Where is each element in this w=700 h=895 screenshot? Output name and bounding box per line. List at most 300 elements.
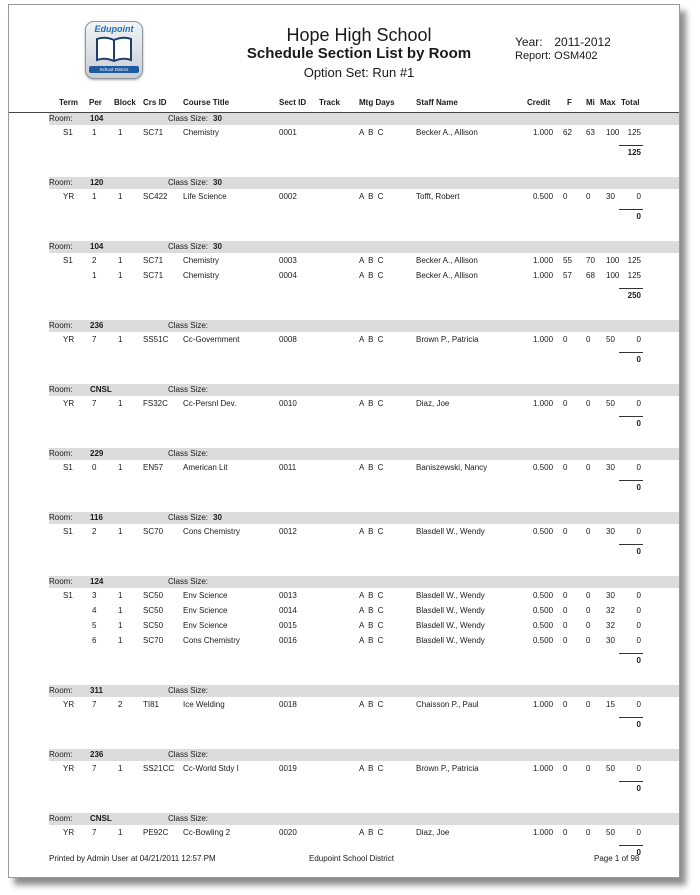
cell-staff-name: Becker A., Allison xyxy=(416,128,478,137)
cell-f: 55 xyxy=(563,256,572,265)
room-number: 311 xyxy=(90,686,103,695)
room-number: 229 xyxy=(90,449,104,458)
table-row xyxy=(9,126,679,140)
column-header-row xyxy=(9,98,679,113)
cell-total: 0 xyxy=(636,700,641,709)
cell-max: 30 xyxy=(606,591,615,600)
year-line xyxy=(515,35,611,49)
room-header xyxy=(49,384,679,396)
room-subtotal: 0 xyxy=(636,419,641,428)
logo-wordmark: Edupoint xyxy=(94,24,134,34)
cell-block: 1 xyxy=(118,271,123,280)
room-subtotal: 0 xyxy=(636,848,641,857)
cell-staff-name: Becker A., Allison xyxy=(416,271,478,280)
cell-mtg-days: A B C xyxy=(359,700,385,709)
cell-f: 0 xyxy=(563,527,568,536)
table-row xyxy=(9,254,679,268)
room-subtotal: 0 xyxy=(636,483,641,492)
cell-mtg-days: A B C xyxy=(359,271,385,280)
cell-block: 2 xyxy=(118,700,123,709)
table-row xyxy=(9,190,679,204)
col-max: Max xyxy=(600,98,616,107)
cell-mi: 70 xyxy=(586,256,595,265)
cell-sect-id: 0013 xyxy=(279,591,297,600)
cell-f: 0 xyxy=(563,399,568,408)
cell-credit: 1.000 xyxy=(533,335,554,344)
cell-staff-name: Baniszewski, Nancy xyxy=(416,463,488,472)
room-label: Room: xyxy=(49,114,73,123)
cell-block: 1 xyxy=(118,764,123,773)
cell-term: S1 xyxy=(63,128,73,137)
subtotal-rule xyxy=(619,781,643,782)
logo-subtitle: School District xyxy=(89,66,139,73)
cell-sect-id: 0018 xyxy=(279,700,297,709)
cell-term: S1 xyxy=(63,463,73,472)
cell-course-title: Env Science xyxy=(183,621,228,630)
report-line xyxy=(515,50,598,62)
room-number: 104 xyxy=(90,114,104,123)
cell-course-title: Chemistry xyxy=(183,256,220,265)
cell-course-title: Chemistry xyxy=(183,271,220,280)
cell-max: 50 xyxy=(606,828,615,837)
cell-total: 0 xyxy=(636,828,641,837)
district-name: Edupoint School District xyxy=(309,854,394,863)
subtotal-rule xyxy=(619,480,643,481)
cell-staff-name: Tofft, Robert xyxy=(416,192,460,201)
room-subtotal: 0 xyxy=(636,547,641,556)
cell-mi: 0 xyxy=(586,463,591,472)
class-size-label: Class Size: xyxy=(168,321,209,330)
cell-sect-id: 0002 xyxy=(279,192,297,201)
table-row xyxy=(9,619,679,633)
cell-mi: 0 xyxy=(586,192,591,201)
room-label: Room: xyxy=(49,513,73,522)
class-size-value: 30 xyxy=(213,178,222,187)
cell-crs-id: EN57 xyxy=(143,463,164,472)
cell-total: 0 xyxy=(636,399,641,408)
cell-sect-id: 0012 xyxy=(279,527,297,536)
cell-mtg-days: A B C xyxy=(359,764,385,773)
cell-credit: 0.500 xyxy=(533,591,554,600)
cell-term: S1 xyxy=(63,527,73,536)
cell-term: YR xyxy=(63,399,75,408)
room-header xyxy=(49,113,679,125)
table-row xyxy=(9,397,679,411)
cell-block: 1 xyxy=(118,463,123,472)
room-label: Room: xyxy=(49,577,73,586)
cell-sect-id: 0010 xyxy=(279,399,297,408)
cell-mtg-days: A B C xyxy=(359,463,385,472)
report-code: OSM402 xyxy=(554,50,598,62)
cell-max: 15 xyxy=(606,700,615,709)
cell-staff-name: Brown P., Patricia xyxy=(416,764,479,773)
cell-crs-id: SC70 xyxy=(143,527,164,536)
room-subtotal: 0 xyxy=(636,212,641,221)
cell-staff-name: Blasdell W., Wendy xyxy=(416,636,485,645)
cell-course-title: American Lit xyxy=(183,463,228,472)
cell-f: 0 xyxy=(563,606,568,615)
cell-course-title: Cc-Persnl Dev. xyxy=(183,399,237,408)
cell-total: 125 xyxy=(627,256,641,265)
cell-block: 1 xyxy=(118,399,123,408)
room-number: 124 xyxy=(90,577,104,586)
class-size-value: 30 xyxy=(213,513,222,522)
cell-block: 1 xyxy=(118,335,123,344)
cell-credit: 1.000 xyxy=(533,700,554,709)
cell-mtg-days: A B C xyxy=(359,621,385,630)
table-row xyxy=(9,826,679,840)
cell-mi: 0 xyxy=(586,591,591,600)
cell-crs-id: SS51C xyxy=(143,335,169,344)
class-size-label: Class Size: xyxy=(168,385,209,394)
report-page xyxy=(8,4,680,878)
cell-credit: 1.000 xyxy=(533,271,554,280)
room-number: CNSL xyxy=(90,814,112,823)
cell-course-title: Cc-Bowling 2 xyxy=(183,828,231,837)
room-header xyxy=(49,512,679,524)
cell-f: 0 xyxy=(563,764,568,773)
cell-per: 1 xyxy=(92,271,97,280)
cell-mtg-days: A B C xyxy=(359,192,385,201)
cell-max: 100 xyxy=(606,271,620,280)
cell-crs-id: SS21CC xyxy=(143,764,175,773)
cell-crs-id: SC70 xyxy=(143,636,164,645)
class-size-label: Class Size: xyxy=(168,814,209,823)
room-label: Room: xyxy=(49,449,73,458)
room-label: Room: xyxy=(49,750,73,759)
room-label: Room: xyxy=(49,814,73,823)
cell-mi: 0 xyxy=(586,335,591,344)
room-number: 120 xyxy=(90,178,104,187)
cell-course-title: Env Science xyxy=(183,591,228,600)
class-size-label: Class Size: xyxy=(168,449,209,458)
subtotal-rule xyxy=(619,288,643,289)
cell-course-title: Life Science xyxy=(183,192,227,201)
table-row xyxy=(9,698,679,712)
cell-crs-id: TI81 xyxy=(143,700,160,709)
cell-staff-name: Brown P., Patricia xyxy=(416,335,479,344)
cell-block: 1 xyxy=(118,606,123,615)
cell-mtg-days: A B C xyxy=(359,256,385,265)
cell-course-title: Cons Chemistry xyxy=(183,636,240,645)
cell-crs-id: PE92C xyxy=(143,828,169,837)
cell-mi: 0 xyxy=(586,700,591,709)
room-label: Room: xyxy=(49,242,73,251)
cell-crs-id: SC71 xyxy=(143,256,164,265)
cell-mtg-days: A B C xyxy=(359,828,385,837)
cell-sect-id: 0001 xyxy=(279,128,297,137)
cell-max: 30 xyxy=(606,192,615,201)
room-subtotal: 0 xyxy=(636,720,641,729)
cell-max: 50 xyxy=(606,399,615,408)
room-number: 236 xyxy=(90,750,104,759)
col-credit: Credit xyxy=(527,98,551,107)
cell-sect-id: 0008 xyxy=(279,335,297,344)
class-size-label: Class Size: xyxy=(168,513,209,522)
room-label: Room: xyxy=(49,385,73,394)
col-course-title: Course Title xyxy=(183,98,230,107)
cell-term: YR xyxy=(63,700,75,709)
cell-block: 1 xyxy=(118,636,123,645)
subtotal-rule xyxy=(619,845,643,846)
cell-per: 2 xyxy=(92,256,97,265)
col-sect-id: Sect ID xyxy=(279,98,307,107)
cell-crs-id: SC50 xyxy=(143,606,164,615)
room-header xyxy=(49,241,679,253)
col-track: Track xyxy=(319,98,340,107)
cell-total: 0 xyxy=(636,591,641,600)
option-set: Option Set: Run #1 xyxy=(303,65,415,80)
book-icon xyxy=(95,35,133,63)
subtotal-rule xyxy=(619,544,643,545)
cell-block: 1 xyxy=(118,621,123,630)
cell-crs-id: SC71 xyxy=(143,128,164,137)
cell-staff-name: Blasdell W., Wendy xyxy=(416,606,485,615)
cell-per: 2 xyxy=(92,527,97,536)
room-label: Room: xyxy=(49,321,73,330)
col-per: Per xyxy=(89,98,102,107)
cell-sect-id: 0015 xyxy=(279,621,297,630)
cell-max: 100 xyxy=(606,256,620,265)
subtotal-rule xyxy=(619,352,643,353)
table-row xyxy=(9,604,679,618)
cell-total: 0 xyxy=(636,192,641,201)
cell-credit: 0.500 xyxy=(533,606,554,615)
class-size-value: 30 xyxy=(213,242,222,251)
cell-per: 5 xyxy=(92,621,97,630)
cell-mi: 0 xyxy=(586,764,591,773)
cell-mtg-days: A B C xyxy=(359,527,385,536)
cell-term: YR xyxy=(63,192,75,201)
cell-total: 0 xyxy=(636,636,641,645)
room-header xyxy=(49,320,679,332)
cell-per: 7 xyxy=(92,828,97,837)
cell-course-title: Cc-World Stdy I xyxy=(183,764,239,773)
table-row xyxy=(9,525,679,539)
room-header xyxy=(49,813,679,825)
cell-crs-id: SC50 xyxy=(143,591,164,600)
col-staff-name: Staff Name xyxy=(416,98,458,107)
cell-total: 125 xyxy=(627,128,641,137)
cell-max: 50 xyxy=(606,764,615,773)
cell-course-title: Chemistry xyxy=(183,128,220,137)
cell-credit: 0.500 xyxy=(533,192,554,201)
cell-block: 1 xyxy=(118,192,123,201)
cell-f: 0 xyxy=(563,192,568,201)
cell-f: 0 xyxy=(563,335,568,344)
cell-term: YR xyxy=(63,764,75,773)
class-size-label: Class Size: xyxy=(168,242,209,251)
cell-crs-id: SC71 xyxy=(143,271,164,280)
cell-course-title: Cc-Government xyxy=(183,335,240,344)
col-term: Term xyxy=(59,98,78,107)
school-name: Hope High School xyxy=(286,25,432,45)
printed-by: Printed by Admin User at 04/21/2011 12:57 PM xyxy=(49,854,216,863)
cell-total: 0 xyxy=(636,335,641,344)
cell-total: 0 xyxy=(636,764,641,773)
col-total: Total xyxy=(621,98,640,107)
cell-mi: 0 xyxy=(586,636,591,645)
cell-total: 0 xyxy=(636,621,641,630)
cell-term: S1 xyxy=(63,256,73,265)
cell-credit: 0.500 xyxy=(533,621,554,630)
cell-f: 0 xyxy=(563,636,568,645)
cell-mi: 0 xyxy=(586,527,591,536)
year-label: Year: xyxy=(515,35,543,49)
subtotal-rule xyxy=(619,145,643,146)
cell-block: 1 xyxy=(118,527,123,536)
table-row xyxy=(9,461,679,475)
cell-max: 50 xyxy=(606,335,615,344)
cell-total: 0 xyxy=(636,606,641,615)
cell-staff-name: Diaz, Joe xyxy=(416,828,450,837)
page-number: Page 1 of 98 xyxy=(594,854,640,863)
cell-mi: 0 xyxy=(586,606,591,615)
cell-staff-name: Chaisson P., Paul xyxy=(416,700,479,709)
cell-mi: 68 xyxy=(586,271,595,280)
cell-mtg-days: A B C xyxy=(359,399,385,408)
room-number: 116 xyxy=(90,513,103,522)
cell-term: YR xyxy=(63,828,75,837)
col-crs-id: Crs ID xyxy=(143,98,167,107)
class-size-label: Class Size: xyxy=(168,577,209,586)
room-subtotal: 250 xyxy=(627,291,641,300)
cell-f: 0 xyxy=(563,700,568,709)
cell-total: 0 xyxy=(636,527,641,536)
cell-block: 1 xyxy=(118,828,123,837)
cell-per: 0 xyxy=(92,463,97,472)
cell-per: 4 xyxy=(92,606,97,615)
cell-crs-id: SC422 xyxy=(143,192,168,201)
cell-course-title: Cons Chemistry xyxy=(183,527,240,536)
cell-sect-id: 0014 xyxy=(279,606,297,615)
class-size-label: Class Size: xyxy=(168,686,209,695)
cell-crs-id: SC50 xyxy=(143,621,164,630)
cell-f: 57 xyxy=(563,271,572,280)
cell-course-title: Env Science xyxy=(183,606,228,615)
room-subtotal: 0 xyxy=(636,355,641,364)
table-row xyxy=(9,634,679,648)
cell-mi: 0 xyxy=(586,828,591,837)
room-number: 104 xyxy=(90,242,104,251)
cell-credit: 1.000 xyxy=(533,828,554,837)
cell-f: 0 xyxy=(563,828,568,837)
room-header xyxy=(49,685,679,697)
cell-per: 1 xyxy=(92,128,97,137)
cell-per: 6 xyxy=(92,636,97,645)
cell-max: 100 xyxy=(606,128,620,137)
table-row xyxy=(9,589,679,603)
class-size-label: Class Size: xyxy=(168,750,209,759)
cell-sect-id: 0011 xyxy=(279,463,297,472)
cell-mtg-days: A B C xyxy=(359,636,385,645)
cell-mi: 0 xyxy=(586,399,591,408)
cell-max: 30 xyxy=(606,636,615,645)
class-size-label: Class Size: xyxy=(168,178,209,187)
table-row xyxy=(9,333,679,347)
cell-credit: 0.500 xyxy=(533,463,554,472)
col-mtg-days: Mtg Days xyxy=(359,98,395,107)
cell-staff-name: Blasdell W., Wendy xyxy=(416,591,485,600)
cell-max: 32 xyxy=(606,621,615,630)
cell-f: 0 xyxy=(563,621,568,630)
cell-mtg-days: A B C xyxy=(359,335,385,344)
cell-per: 7 xyxy=(92,700,97,709)
cell-f: 0 xyxy=(563,463,568,472)
room-subtotal: 125 xyxy=(627,148,641,157)
cell-staff-name: Blasdell W., Wendy xyxy=(416,621,485,630)
cell-credit: 0.500 xyxy=(533,527,554,536)
cell-credit: 1.000 xyxy=(533,256,554,265)
cell-block: 1 xyxy=(118,591,123,600)
cell-sect-id: 0016 xyxy=(279,636,297,645)
cell-per: 7 xyxy=(92,399,97,408)
cell-sect-id: 0019 xyxy=(279,764,297,773)
report-title: Schedule Section List by Room xyxy=(246,45,472,62)
cell-mtg-days: A B C xyxy=(359,128,385,137)
col-block: Block xyxy=(114,98,136,107)
cell-per: 7 xyxy=(92,335,97,344)
cell-per: 7 xyxy=(92,764,97,773)
subtotal-rule xyxy=(619,653,643,654)
room-number: 236 xyxy=(90,321,104,330)
class-size-label: Class Size: xyxy=(168,114,209,123)
cell-credit: 1.000 xyxy=(533,764,554,773)
cell-max: 32 xyxy=(606,606,615,615)
cell-mtg-days: A B C xyxy=(359,606,385,615)
cell-sect-id: 0003 xyxy=(279,256,297,265)
cell-credit: 0.500 xyxy=(533,636,554,645)
room-subtotal: 0 xyxy=(636,656,641,665)
cell-total: 0 xyxy=(636,463,641,472)
cell-staff-name: Blasdell W., Wendy xyxy=(416,527,485,536)
cell-per: 1 xyxy=(92,192,97,201)
cell-staff-name: Becker A., Allison xyxy=(416,256,478,265)
table-row xyxy=(9,269,679,283)
room-label: Room: xyxy=(49,686,73,695)
cell-per: 3 xyxy=(92,591,97,600)
report-label: Report: xyxy=(515,50,552,62)
cell-sect-id: 0004 xyxy=(279,271,297,280)
cell-max: 30 xyxy=(606,463,615,472)
room-header xyxy=(49,448,679,460)
room-header xyxy=(49,177,679,189)
cell-block: 1 xyxy=(118,256,123,265)
cell-max: 30 xyxy=(606,527,615,536)
table-row xyxy=(9,762,679,776)
cell-f: 62 xyxy=(563,128,572,137)
cell-mi: 63 xyxy=(586,128,595,137)
subtotal-rule xyxy=(619,416,643,417)
room-header xyxy=(49,576,679,588)
cell-credit: 1.000 xyxy=(533,128,554,137)
subtotal-rule xyxy=(619,209,643,210)
cell-term: YR xyxy=(63,335,75,344)
cell-course-title: Ice Welding xyxy=(183,700,225,709)
cell-mtg-days: A B C xyxy=(359,591,385,600)
cell-sect-id: 0020 xyxy=(279,828,297,837)
room-number: CNSL xyxy=(90,385,112,394)
cell-f: 0 xyxy=(563,591,568,600)
year-value: 2011-2012 xyxy=(554,35,611,49)
cell-total: 125 xyxy=(627,271,641,280)
cell-mi: 0 xyxy=(586,621,591,630)
room-subtotal: 0 xyxy=(636,784,641,793)
class-size-value: 30 xyxy=(213,114,222,123)
subtotal-rule xyxy=(619,717,643,718)
room-label: Room: xyxy=(49,178,73,187)
edupoint-logo xyxy=(85,21,143,79)
